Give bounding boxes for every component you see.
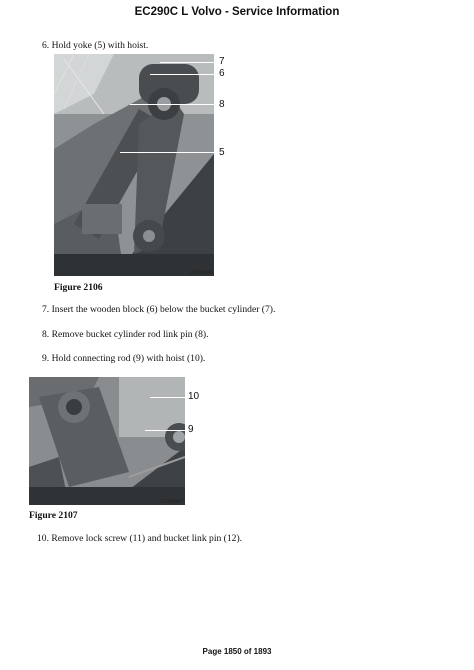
step-8: 8. Remove bucket cylinder rod link pin (8). xyxy=(42,329,209,340)
callout-10: 10 xyxy=(188,391,200,402)
figure-2106-code: V1045946 xyxy=(190,270,213,276)
figure-2107-caption: Figure 2107 xyxy=(29,510,78,521)
leader-line-8 xyxy=(130,104,216,105)
step-6: 6. Hold yoke (5) with hoist. xyxy=(42,40,149,51)
step-9: 9. Hold connecting rod (9) with hoist (10). xyxy=(42,353,206,364)
callout-7: 7 xyxy=(219,56,225,67)
figure-2106-caption: Figure 2106 xyxy=(54,282,103,293)
step-7: 7. Insert the wooden block (6) below the bucket cylinder (7). xyxy=(42,304,276,315)
leader-line-5 xyxy=(120,152,216,153)
figure-2106-photo xyxy=(54,54,214,276)
page-number-footer: Page 1850 of 1893 xyxy=(202,647,272,656)
leader-line-10 xyxy=(150,397,186,398)
callout-8: 8 xyxy=(219,99,225,110)
callout-6: 6 xyxy=(219,68,225,79)
leader-line-6 xyxy=(150,74,216,75)
step-10: 10. Remove lock screw (11) and bucket link pin (12). xyxy=(37,533,243,544)
callout-5: 5 xyxy=(219,147,225,158)
figure-2107-code: V1045947 xyxy=(160,499,183,505)
page-header-title: EC290C L Volvo - Service Information xyxy=(134,6,340,18)
leader-line-9 xyxy=(145,430,186,431)
callout-9: 9 xyxy=(188,424,194,435)
leader-line-7 xyxy=(160,62,216,63)
